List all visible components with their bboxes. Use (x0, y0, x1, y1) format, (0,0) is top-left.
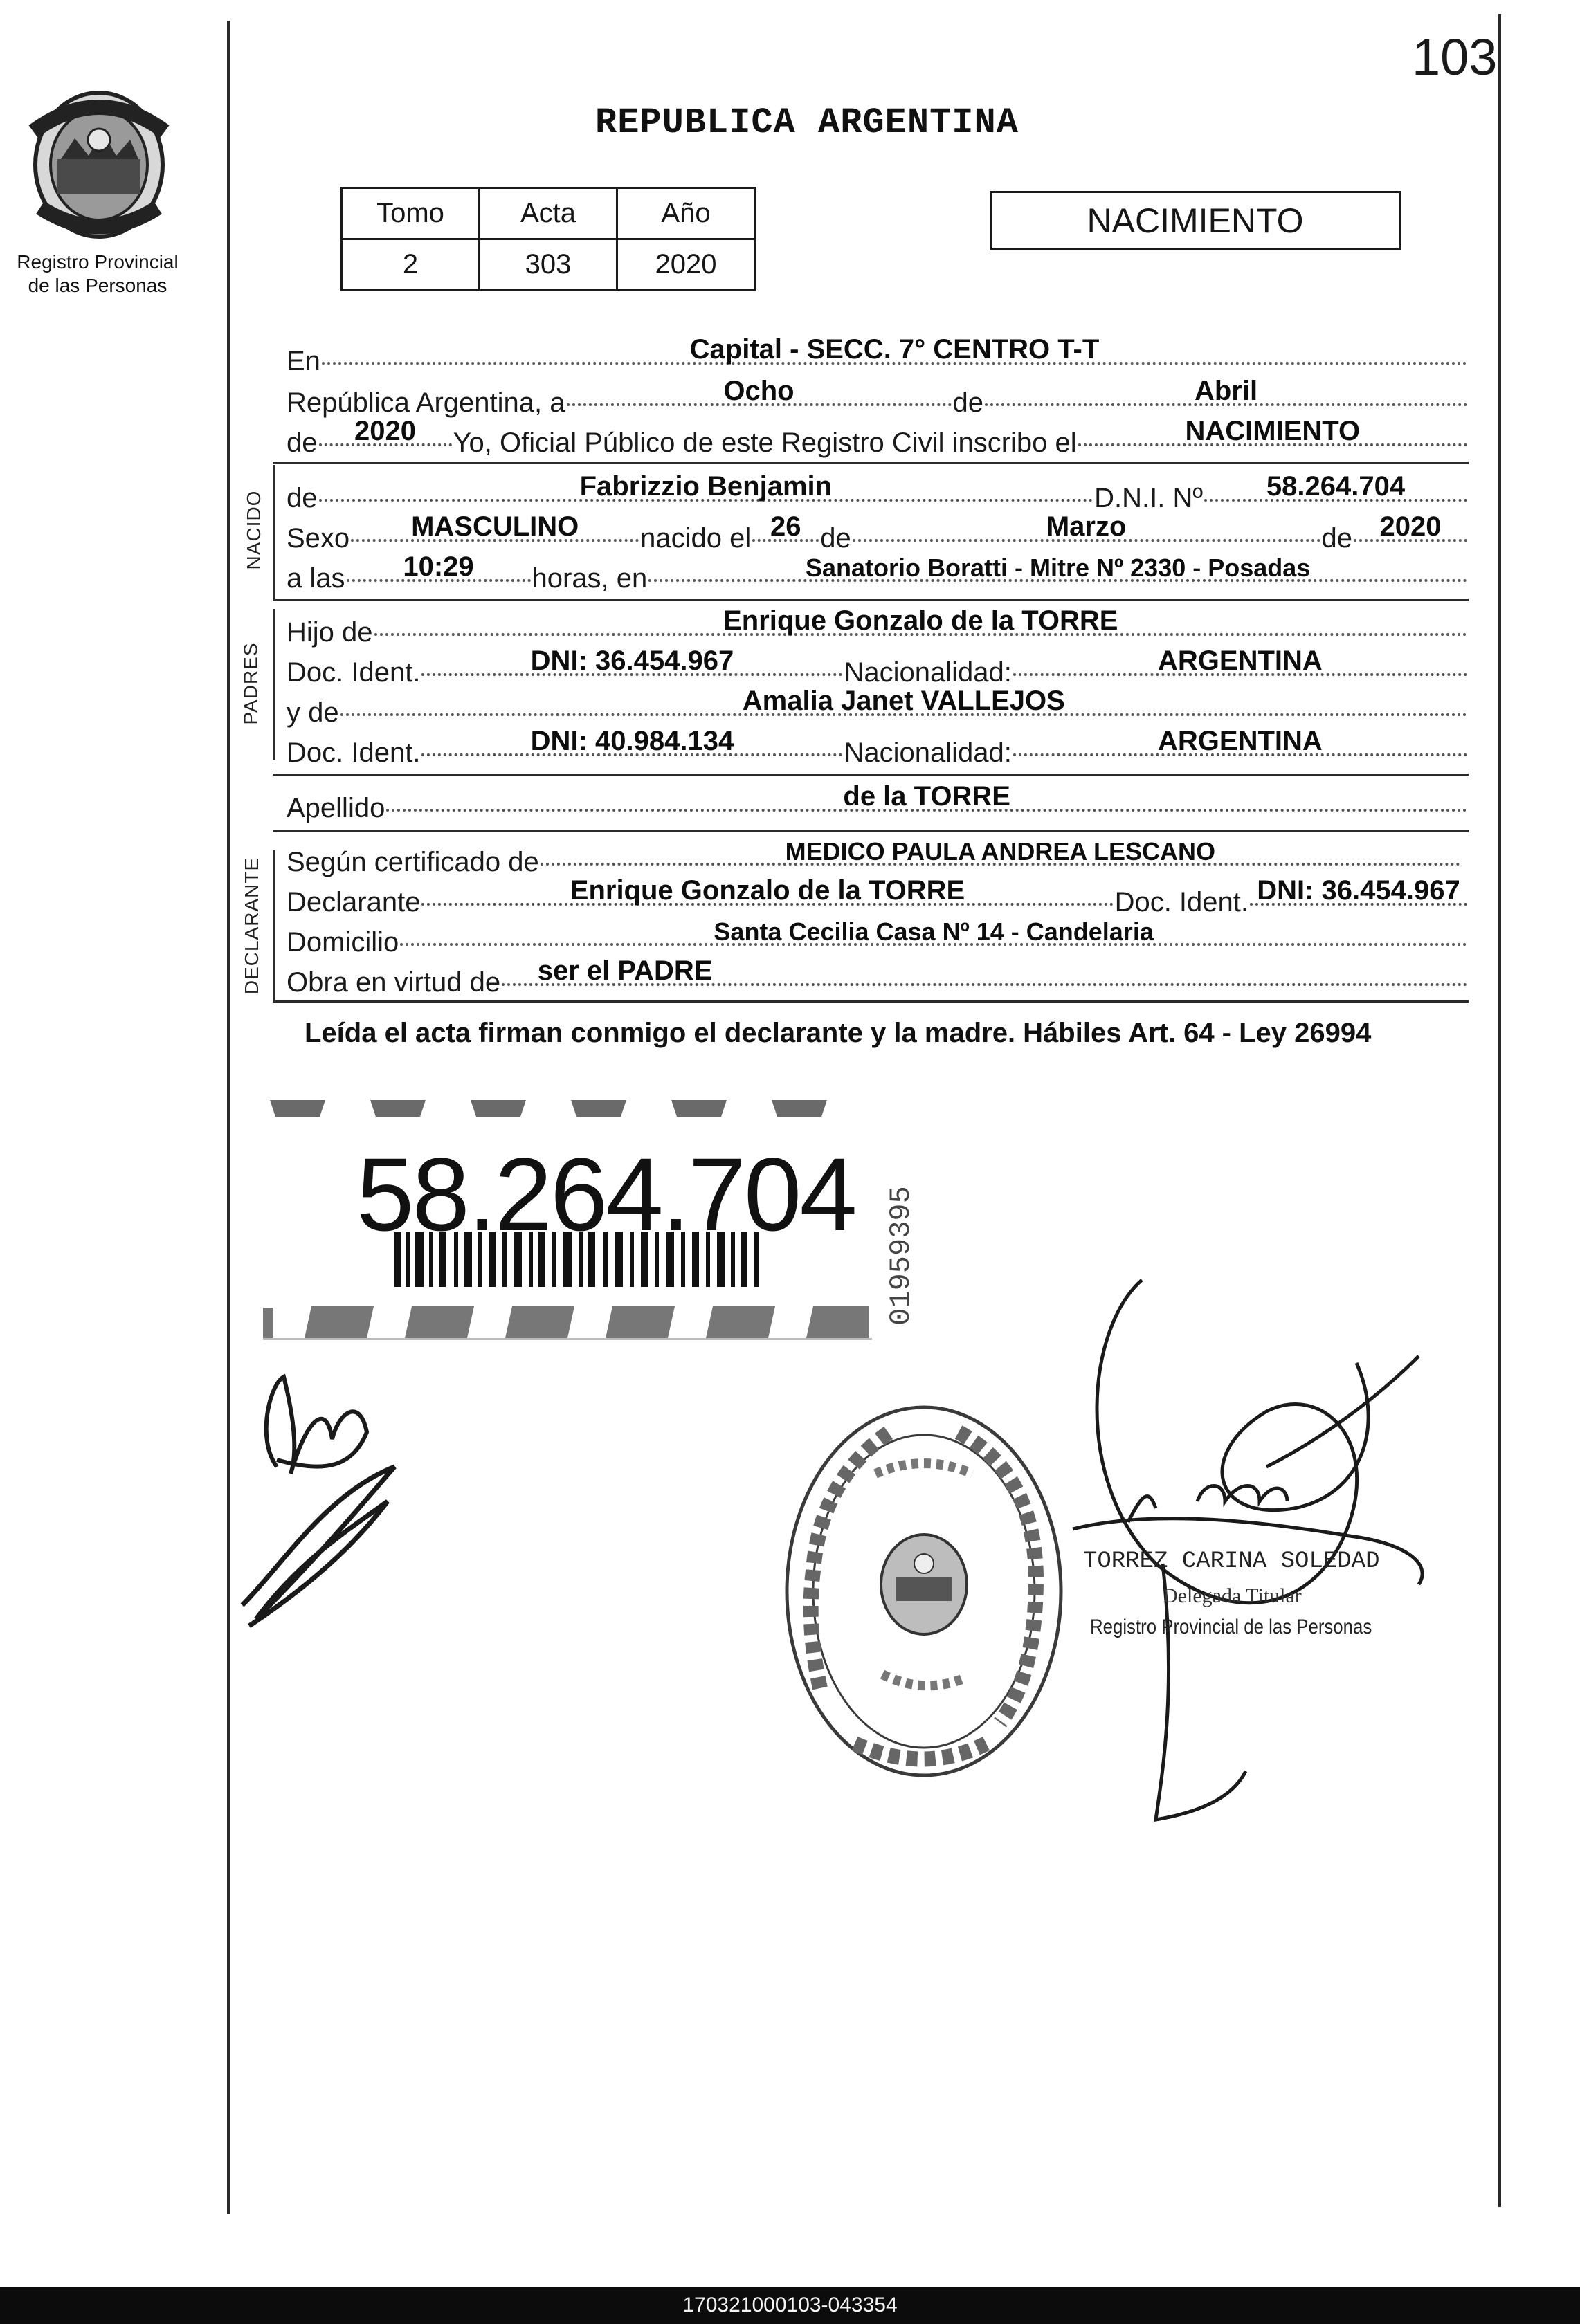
a-las-label: a las (287, 563, 345, 594)
surname-value: de la TORRE (843, 781, 1010, 812)
record-table (340, 187, 756, 291)
birth-year-value: 2020 (1379, 511, 1442, 542)
y-de-label: y de (287, 697, 339, 728)
acta-value: 303 (480, 239, 617, 291)
right-margin-rule (1498, 14, 1501, 2207)
certificate-row (287, 837, 1462, 878)
nacionalidad-label-2: Nacionalidad: (844, 738, 1012, 768)
horas-label: horas, en (532, 563, 648, 594)
place-value: Capital - SECC. 7° CENTRO T-T (689, 334, 1100, 365)
domicilio-label: Domicilio (287, 927, 399, 958)
nacionalidad-label: Nacionalidad: (844, 657, 1012, 688)
father-doc-row (287, 646, 1469, 688)
nacido-bar (273, 465, 275, 600)
surname-row (287, 781, 1469, 824)
year-value: 2020 (354, 416, 416, 446)
capacity-value: ser el PADRE (537, 955, 713, 986)
child-name-value: Fabrizzio Benjamin (579, 471, 833, 502)
birth-time-row (287, 551, 1469, 594)
dni-label: D.N.I. Nº (1094, 483, 1203, 513)
page-number: 103 (1412, 28, 1498, 86)
birth-time-value: 10:29 (403, 551, 474, 582)
doc-ident-label-2: Doc. Ident. (287, 738, 421, 768)
child-name-row (287, 471, 1469, 514)
separator (273, 599, 1469, 601)
en-label: En (287, 346, 320, 376)
declarante-section-label: DECLARANTE (241, 857, 262, 995)
left-margin-rule (227, 21, 230, 2214)
declarante-label: Declarante (287, 887, 421, 917)
ano-value: 2020 (617, 239, 755, 291)
mother-name-value: Amalia Janet VALLEJOS (742, 686, 1065, 716)
mother-row (287, 686, 1469, 729)
date-row (287, 376, 1469, 419)
declarant-doc-value: DNI: 36.454.967 (1257, 875, 1460, 906)
segun-label: Según certificado de (287, 847, 539, 877)
father-name-value: Enrique Gonzalo de la TORRE (723, 605, 1118, 636)
separator (273, 462, 1469, 464)
de-label-4: de (820, 523, 851, 553)
acta-header: Acta (480, 188, 617, 239)
official-stamp-icon (779, 1398, 1069, 1785)
official-office: Registro Provincial de las Personas (1090, 1616, 1372, 1638)
label-dni-number: 58.264.704 (356, 1136, 855, 1252)
birth-row (287, 511, 1469, 554)
act-row (287, 416, 1469, 459)
padres-bar (273, 609, 275, 760)
birth-place-value: Sanatorio Boratti - Mitre Nº 2330 - Posadas (805, 553, 1311, 582)
day-value: Ocho (723, 376, 794, 406)
certificate-value: MEDICO PAULA ANDREA LESCANO (785, 837, 1216, 866)
declarant-row (287, 875, 1469, 918)
mother-nationality-value: ARGENTINA (1158, 726, 1323, 756)
padres-section-label: PADRES (239, 642, 262, 725)
record-type-box: NACIMIENTO (990, 191, 1401, 250)
separator (273, 1000, 1469, 1003)
ano-header: Año (617, 188, 755, 239)
registry-name (0, 250, 195, 298)
hijo-de-label: Hijo de (287, 617, 373, 648)
act-value: NACIMIENTO (1185, 416, 1361, 446)
registry-name-line2: de las Personas (28, 275, 167, 296)
address-value: Santa Cecilia Casa Nº 14 - Candelaria (714, 917, 1154, 946)
yo-label: Yo, Oficial Público de este Registro Civil inscribo el (453, 428, 1077, 458)
doc-ident-label: Doc. Ident. (287, 657, 421, 688)
de-label-5: de (1321, 523, 1352, 553)
birth-day-value: 26 (770, 511, 801, 542)
doc-ident-label-3: Doc. Ident. (1114, 887, 1248, 917)
official-role: Delegada Titular (1163, 1584, 1302, 1607)
child-dni-value: 58.264.704 (1266, 471, 1406, 502)
nacido-section-label: NACIDO (243, 490, 264, 570)
mother-doc-value: DNI: 40.984.134 (530, 726, 734, 756)
de-label-3: de (287, 483, 318, 513)
apellido-label: Apellido (287, 793, 385, 823)
mother-doc-row (287, 726, 1469, 769)
republica-label: República Argentina, a (287, 387, 565, 418)
separator (273, 774, 1469, 776)
footer-code: 170321000103-043354 (0, 2287, 1580, 2324)
birth-month-value: Marzo (1046, 511, 1127, 542)
serial-number: 01959395 (884, 1186, 918, 1326)
separator (273, 830, 1469, 832)
closing-text: Leída el acta firman conmigo el declarante y la madre. Hábiles Art. 64 - Ley 26994 (305, 1018, 1372, 1048)
father-row (287, 605, 1469, 648)
de-label: de (952, 387, 983, 418)
de-label-2: de (287, 428, 318, 458)
official-name: TORREZ CARINA SOLEDAD (1083, 1548, 1380, 1575)
declarante-bar (273, 850, 275, 1000)
declarant-signature-icon (228, 1356, 408, 1633)
father-nationality-value: ARGENTINA (1158, 646, 1323, 676)
tomo-header: Tomo (342, 188, 480, 239)
place-row (287, 334, 1469, 377)
father-doc-value: DNI: 36.454.967 (530, 646, 734, 676)
document-title: REPUBLICA ARGENTINA (595, 102, 1019, 143)
obra-label: Obra en virtud de (287, 967, 501, 998)
sex-value: MASCULINO (411, 511, 579, 542)
registry-name-line1: Registro Provincial (17, 251, 179, 273)
address-row (287, 917, 1469, 958)
serial-number-tab (873, 1176, 929, 1335)
province-seal-icon (19, 83, 179, 242)
month-value: Abril (1194, 376, 1258, 406)
sexo-label: Sexo (287, 523, 350, 553)
tomo-value: 2 (342, 239, 480, 291)
capacity-row (287, 955, 1469, 998)
nacido-label: nacido el (640, 523, 752, 553)
declarant-value: Enrique Gonzalo de la TORRE (570, 875, 965, 906)
